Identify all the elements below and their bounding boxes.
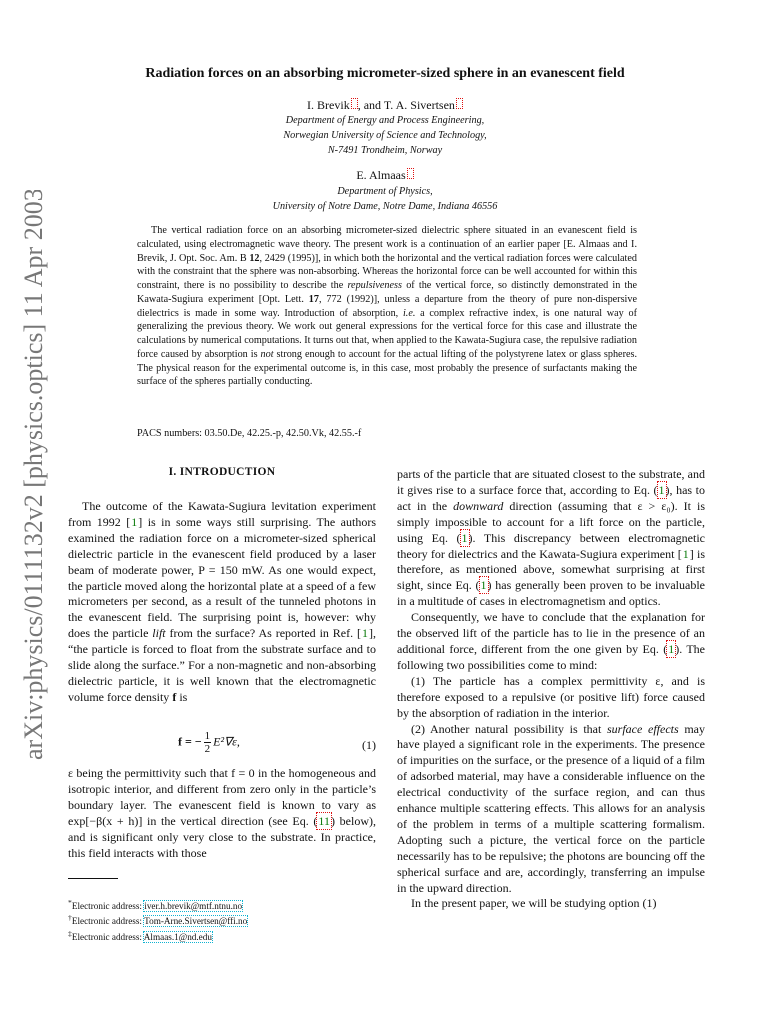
body-text: ] is in some ways still surprising. The authors examined the radiation force on a micrometer-sized spherical dielectric particle in the evanescent field produced by a laser beam of moderate power, P = 150 mW. As one would expect, the particle moved along the horizontal plate at a speed of a few micrometers per second, as a result of the tunneled photons in the evanescent field. The surprising point is, however: why does the particle — [68, 514, 376, 641]
body-text: ). The following two possibilities come to mind: — [397, 641, 705, 672]
section-heading-introduction: I. INTRODUCTION — [168, 466, 276, 478]
option-1-paragraph: (1) The particle has a complex permittivity ε, and is therefore exposed to a repulsive (or positive lift) force caused by the absorption of radiation in the interior. — [397, 673, 705, 720]
body-text: The outcome of the Kawata-Sugiura levitation experiment from 1992 [ — [68, 499, 376, 529]
author-line-2 — [70, 168, 700, 183]
affiliation-line: University of Notre Dame, Notre Dame, Indiana 46556 — [272, 201, 498, 212]
email-link-box[interactable] — [351, 98, 358, 109]
body-text: ] is therefore, as mentioned above, somewhat surprising at first sight, since Eq. ( — [397, 546, 705, 593]
affiliation-line: Department of Energy and Process Engineering, — [285, 115, 485, 126]
email-link[interactable]: Tom-Arne.Sivertsen@ffi.no — [144, 916, 248, 927]
author-and: and — [363, 98, 382, 112]
footnote-item — [68, 897, 368, 912]
fraction-denominator: 2 — [204, 743, 211, 755]
affiliation-line: Department of Physics, — [337, 186, 433, 197]
footnotes — [68, 897, 368, 943]
abstract-volume: 12 — [249, 252, 260, 264]
abstract — [137, 224, 637, 389]
equation-link[interactable]: 1 — [461, 530, 468, 545]
equation-link[interactable]: 1 — [668, 641, 675, 656]
body-bold: f — [172, 689, 177, 704]
citation-link[interactable]: 1 — [131, 514, 138, 529]
footnote-item — [68, 928, 368, 943]
equation-rhs: E²∇ε, — [213, 734, 240, 749]
abstract-text: The vertical radiation force on an absorbing micrometer-sized dielectric sphere situated in an evanescent field is calculated, using electromagnetic wave theory. The present work is a continuation of an earlier paper [E. Almaas and I. Brevik, J. Opt. Soc. Am. B — [137, 225, 637, 264]
author-sivertsen: T. A. Sivertsen — [383, 98, 455, 112]
left-column-para-2 — [68, 766, 376, 861]
footnote-rule — [68, 878, 118, 879]
closing-line: In the present paper, we will be studying option (1) — [411, 896, 657, 911]
pacs-numbers: PACS numbers: 03.50.De, 42.25.-p, 42.50.Vk, 42.55.-f — [137, 428, 362, 439]
left-column-para-1 — [68, 499, 376, 706]
equation-number: (1) — [362, 738, 376, 752]
footnote-label: Electronic address: — [71, 901, 145, 912]
citation-link[interactable]: 1 — [362, 626, 368, 641]
author-line-1: I. Brevik , and T. A. Sivertsen — [70, 98, 700, 113]
body-text: direction (assuming that ε > ε₀). It is simply impossible to account for a lift force on the particle, using Eq. ( — [397, 498, 705, 545]
abstract-text: , 2429 (1995)], in which both the horizontal and the vertical radiation forces were calculated with the constraint that the sphere was non-absorbing. Whereas the horizontal force can be well accounted for within this constraint, there is no possibility to describe the — [137, 252, 637, 291]
fraction-numerator: 1 — [204, 730, 211, 742]
equation-link[interactable]: 11 — [318, 813, 330, 828]
body-text: ) below), and is significant only very close to the substrate. In practice, this field interacts with those — [68, 813, 376, 860]
body-text: parts of the particle that are situated closest to the substrate, and it gives rise to a surface force that, according to Eq. ( — [397, 467, 705, 497]
email-link-box[interactable] — [407, 168, 414, 179]
footnote-mark: ‡ — [68, 928, 72, 938]
body-text: ) has generally been proven to be invaluable in a multitude of cases in electromagnetism and optics. — [397, 578, 705, 609]
body-emphasis: surface effects — [607, 721, 679, 736]
email-link-box[interactable] — [456, 98, 463, 109]
footnote-mark: † — [68, 913, 72, 923]
body-text: Consequently, we have to conclude that the explanation for the observed lift of the particle has to lie in the presence of an additional force, different from the one given by Eq. ( — [397, 610, 705, 656]
author-almaas: E. Almaas — [356, 168, 406, 182]
footnote-item — [68, 912, 368, 927]
equation-body — [178, 730, 240, 755]
email-link[interactable]: Almaas.1@nd.edu — [143, 931, 212, 942]
body-text: ε being the permittivity such that f = 0 in the homogeneous and isotropic interior, and different from zero only in the particle’s boundary layer. The evanescent field is known to vary as exp[−β(x + h)] in the vertical direction (see Eq. ( — [68, 766, 376, 828]
abstract-emphasis: repulsiveness — [347, 280, 402, 291]
right-column — [397, 467, 705, 912]
footnote-label: Electronic address: — [71, 916, 145, 927]
equation-lhs: f = − — [178, 734, 202, 749]
abstract-text: strong enough to account for the actual lifting of the polystyrene latex or glass spheres. The physical reason for the experimental outcome is, in this case, most probably the presence of surfactants making the surface of the spheres partially conducting. — [137, 348, 637, 388]
abstract-emphasis: i.e. — [402, 307, 416, 319]
citation-link[interactable]: 1 — [682, 546, 689, 561]
author-brevik: I. Brevik — [307, 98, 350, 112]
abstract-volume: 17 — [308, 293, 319, 305]
body-text: may have played a significant role in the experiments. The presence of impurities on the surface, or the presence of a liquid of a film of adsorbed material, may have a considerable influence on the electrical conductivity of the surface region, and can thus enhance multiple scattering effects. This allows for an analysis of the problem in terms of a multiple scattering formalism. Adopting such a picture, the vertical force on the particle necessarily has to be repulsive; the photons are bouncing off the spherical surface and are, accordingly, transferring an impulse in the upward direction. — [397, 721, 705, 895]
abstract-text: , 772 (1992)], unless a departure from the theory of pure non-dispersive dielectrics is made in some way. Introduction of absorption, — [137, 293, 637, 319]
equation-link[interactable]: 1 — [658, 482, 665, 497]
body-text: from the surface? As reported in Ref. [ — [165, 626, 361, 641]
abstract-text: a complex refractive index, is one natural way of generalizing the previous theory. We work out general expressions for the vertical force for this case and illustrate the calculations by numerical computations. It turns out that, when applied to the Kawata-Sugiura case, the repulsive radiation force caused by absorption is — [137, 307, 637, 360]
abstract-text: of the vertical force, so distinctly demonstrated in the Kawata-Sugiura experiment [Opt. Lett. — [137, 280, 637, 305]
body-emphasis: downward — [453, 498, 504, 513]
body-text: (2) Another natural possibility is that — [411, 721, 607, 736]
body-text: is — [176, 689, 188, 704]
footnote-label: Electronic address: — [71, 931, 144, 942]
equation-1 — [68, 726, 376, 760]
affiliation-line: N-7491 Trondheim, Norway — [327, 145, 443, 156]
affiliation-1 — [70, 113, 700, 158]
body-text: ], “the particle is forced to float from the substrate surface and to slide along the surface.” For a non-magnetic and non-absorbing dielectric particle, it is well known that the electromagnetic volume force density — [68, 626, 376, 704]
equation-link[interactable]: 1 — [480, 578, 487, 593]
body-emphasis: lift — [152, 626, 166, 641]
body-text: ). This discrepancy between electromagnetic theory for dielectrics and the Kawata-Sugiura experiment [ — [397, 530, 705, 561]
equation-fraction — [204, 730, 212, 755]
arxiv-identifier-text: arXiv:physics/0111132v2 [physics.optics] 11 Apr 2003 — [19, 190, 48, 760]
abstract-emphasis: not — [260, 348, 274, 360]
paper-title: Radiation forces on an absorbing micrometer-sized sphere in an evanescent field — [145, 66, 625, 81]
body-text: ), has to act in the — [397, 482, 706, 513]
affiliation-2 — [70, 184, 700, 214]
footnote-mark: * — [68, 898, 72, 907]
email-link[interactable]: iver.h.brevik@mtf.ntnu.no — [144, 901, 243, 912]
affiliation-line: Norwegian University of Science and Technology, — [283, 130, 487, 141]
